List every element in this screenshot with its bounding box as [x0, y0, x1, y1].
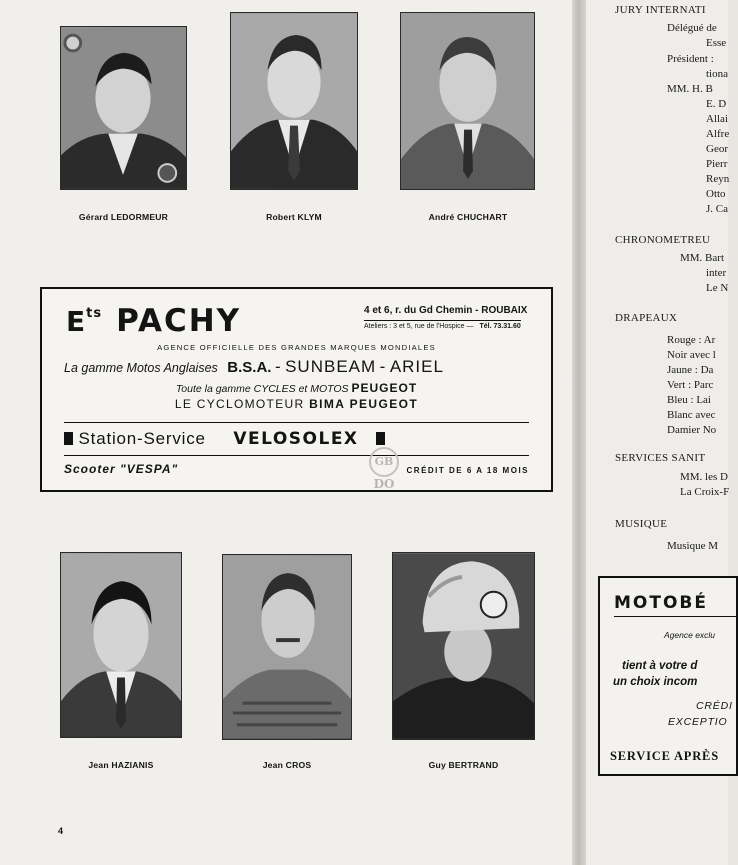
portrait-photo-bertrand	[392, 552, 535, 740]
motobe-agence: Agence exclu	[664, 630, 716, 640]
portrait-photo-cros	[222, 554, 352, 740]
motobe-credit2: EXCEPTIO	[668, 716, 728, 728]
jury-name: Allai	[706, 113, 728, 125]
jury-name: Otto	[706, 188, 726, 200]
portrait-figure-icon	[231, 13, 357, 189]
ad-brand-name: PACHY	[116, 303, 242, 339]
motobecane-advertisement	[598, 576, 738, 776]
book-gutter	[572, 0, 586, 865]
chrono-line: Le N	[706, 282, 729, 294]
delegue-line-2: Esse	[706, 37, 727, 49]
library-stamp: GB DO	[364, 447, 404, 493]
jury-name: Pierr	[706, 158, 728, 170]
jury-heading: JURY INTERNATI	[615, 4, 706, 16]
drapeaux-line: Vert : Parc	[667, 379, 714, 391]
ad-cyclomoteur-line: LE CYCLOMOTEUR BIMA PEUGEOT	[174, 397, 419, 411]
pachy-advertisement	[40, 287, 553, 492]
drapeaux-line: Damier No	[667, 424, 717, 436]
jury-name: J. Ca	[706, 203, 728, 215]
ad-cycles-line: Toute la gamme CYCLES et MOTOS PEUGEOT	[175, 381, 418, 395]
motobe-divider	[614, 616, 736, 617]
ad-divider	[64, 455, 529, 456]
ad-credit: CRÉDIT DE 6 A 18 MOIS	[406, 466, 529, 475]
ad-address: 4 et 6, r. du Gd Chemin - ROUBAIX	[364, 305, 528, 316]
caption-hazianis: Jean HAZIANIS	[88, 760, 154, 770]
services-line: La Croix-F	[680, 486, 730, 498]
jury-name: E. D	[706, 98, 727, 110]
musique-line: Musique M	[667, 540, 719, 552]
chrono-line: inter	[706, 267, 727, 279]
drapeaux-line: Noir avec l	[667, 349, 716, 361]
drapeaux-line: Jaune : Da	[667, 364, 714, 376]
portrait-figure-icon	[61, 27, 186, 189]
motobe-line1: tient à votre d	[622, 660, 698, 672]
motobe-service: SERVICE APRÈS	[610, 749, 719, 763]
ad-scooter: Scooter "VESPA"	[64, 462, 179, 476]
president-line: Président :	[667, 53, 714, 65]
jury-name: Reyn	[706, 173, 730, 185]
ad-agence: AGENCE OFFICIELLE DES GRANDES MARQUES MONDIALES	[157, 343, 436, 352]
helmet-portrait-icon	[393, 553, 534, 739]
musique-heading: MUSIQUE	[615, 518, 668, 530]
services-heading: SERVICES SANIT	[615, 452, 706, 464]
drapeaux-line: Rouge : Ar	[667, 334, 716, 346]
ad-ateliers: Ateliers : 3 et 5, rue de l'Hospice — Tél. 73.31.60	[364, 320, 521, 330]
president-line-2: tiona	[706, 68, 728, 80]
portrait-photo-klym	[230, 12, 358, 190]
drapeaux-heading: DRAPEAUX	[615, 312, 678, 324]
caption-klym: Robert KLYM	[266, 212, 322, 222]
delegue-line: Délégué de	[667, 22, 717, 34]
page-number: 4	[58, 826, 64, 836]
motobe-credit1: CRÉDI	[696, 700, 733, 712]
caption-cros: Jean CROS	[262, 760, 312, 770]
portrait-photo-hazianis	[60, 552, 182, 738]
jury-name: Alfre	[706, 128, 730, 140]
portrait-photo-ledormeur	[60, 26, 187, 190]
portrait-figure-icon	[223, 555, 351, 739]
ad-station-line: Station-Service VELOSOLEX	[64, 429, 385, 449]
portrait-photo-chuchart	[400, 12, 535, 190]
motobe-line2: un choix incom	[613, 676, 698, 688]
ad-ets: $E^{ts}$	[66, 305, 103, 338]
ad-gamme-line: La gamme Motos Anglaises B.S.A. - SUNBEAM - ARIEL	[64, 357, 444, 376]
jury-name: Geor	[706, 143, 728, 155]
caption-bertrand: Guy BERTRAND	[428, 760, 499, 770]
drapeaux-line: Bleu : Lai	[667, 394, 711, 406]
motobe-title: MOTOBÉ	[614, 593, 708, 613]
portrait-figure-icon	[401, 13, 534, 189]
ad-divider	[64, 422, 529, 423]
square-bullet-icon	[64, 432, 73, 445]
square-bullet-icon	[376, 432, 385, 445]
chrono-line: MM. Bart	[680, 252, 724, 264]
services-line: MM. les D	[680, 471, 728, 483]
caption-ledormeur: Gérard LEDORMEUR	[78, 212, 169, 222]
drapeaux-line: Blanc avec	[667, 409, 716, 421]
caption-chuchart: André CHUCHART	[428, 212, 508, 222]
jury-mm-line: MM. H. B	[667, 83, 713, 95]
ad-brand-row	[66, 303, 241, 339]
portrait-figure-icon	[61, 553, 181, 737]
chrono-heading: CHRONOMETREU	[615, 234, 711, 246]
